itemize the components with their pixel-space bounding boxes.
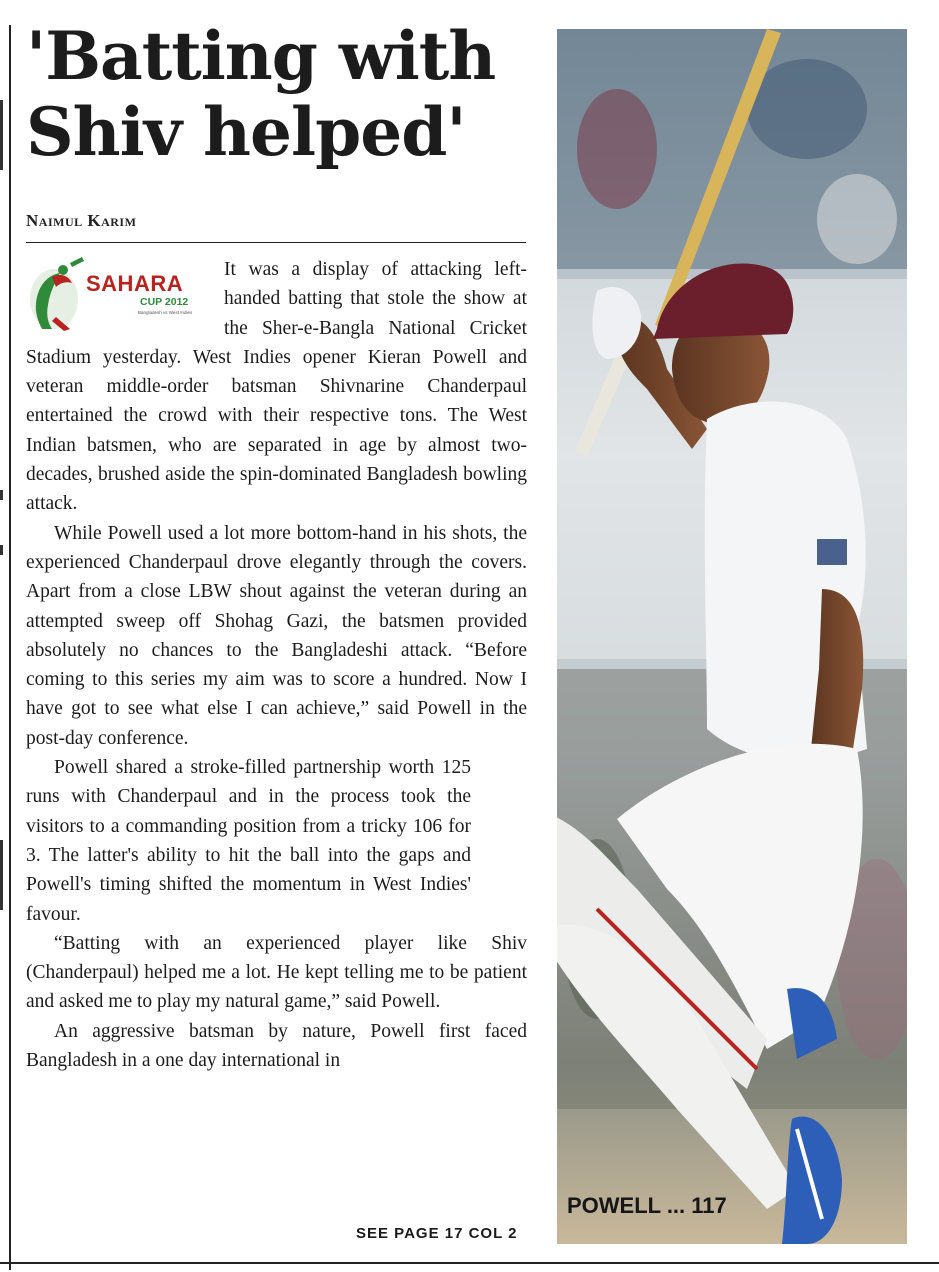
edge-mark <box>0 100 3 170</box>
paragraph: An aggressive batsman by nature, Powell first faced Bangladesh in a one day international in <box>26 1020 527 1072</box>
paragraph: “Batting with an experienced player like Shiv (Chanderpaul) helped me a lot. He kept telling me to be patient and asked me to play my natural game,” said Powell. <box>26 932 527 1013</box>
logo-cup-label: CUP 2012 <box>140 296 189 308</box>
column-edge-line <box>9 25 11 1270</box>
batsman-celebrating-image <box>557 29 907 1244</box>
paragraph: Powell shared a stroke-filled partnership worth 125 runs with Chanderpaul and in the process took the visitors to a commanding position from a tricky 106 for 3. The latter's ability to hit the ball into the gaps and Powell's timing shifted the momentum in West Indies' favour. <box>26 757 471 925</box>
headline: 'Batting with Shiv helped' <box>26 17 496 171</box>
logo-brand: SAHARA <box>86 271 184 296</box>
cricketer-silhouette-icon <box>26 257 86 335</box>
continuation-note: SEE PAGE 17 COL 2 <box>356 1225 518 1242</box>
photo-caption: POWELL ... 117 <box>567 1193 727 1218</box>
player-photo <box>557 29 907 1244</box>
article-body <box>26 255 527 1075</box>
sahara-cup-logo <box>26 255 218 339</box>
byline: Naimul Karim <box>26 211 137 230</box>
bottom-rule <box>0 1262 939 1264</box>
edge-mark <box>0 840 3 910</box>
paragraph: While Powell used a lot more bottom-hand in his shots, the experienced Chanderpaul drove elegantly through the covers. Apart from a close LBW shout against the veteran during an attempted sweep off Shohag Gazi, the batsmen provided absolutely no chances to the Bangladeshi attack. “Before coming to this series my aim was to score a hundred. Now I have got to see what else I can achieve,” said Powell in the post-day conference. <box>26 522 527 749</box>
logo-subline: Bangladesh vs West Indies <box>138 310 193 315</box>
byline-rule <box>26 242 526 243</box>
paragraph: It was a display of attacking left-handed batting that stole the show at the Sher-e-Bangla National Cricket Stadium yesterday. West Indies opener Kieran Powell and veteran middle-order batsman Shivnarine Chanderpaul entertained the crowd with their respective tons. The West Indian batsmen, who are separated in age by almost two-decades, brushed aside the spin-dominated Bangladesh bowling attack. <box>26 259 527 515</box>
edge-mark <box>0 545 3 555</box>
edge-mark <box>0 490 3 500</box>
